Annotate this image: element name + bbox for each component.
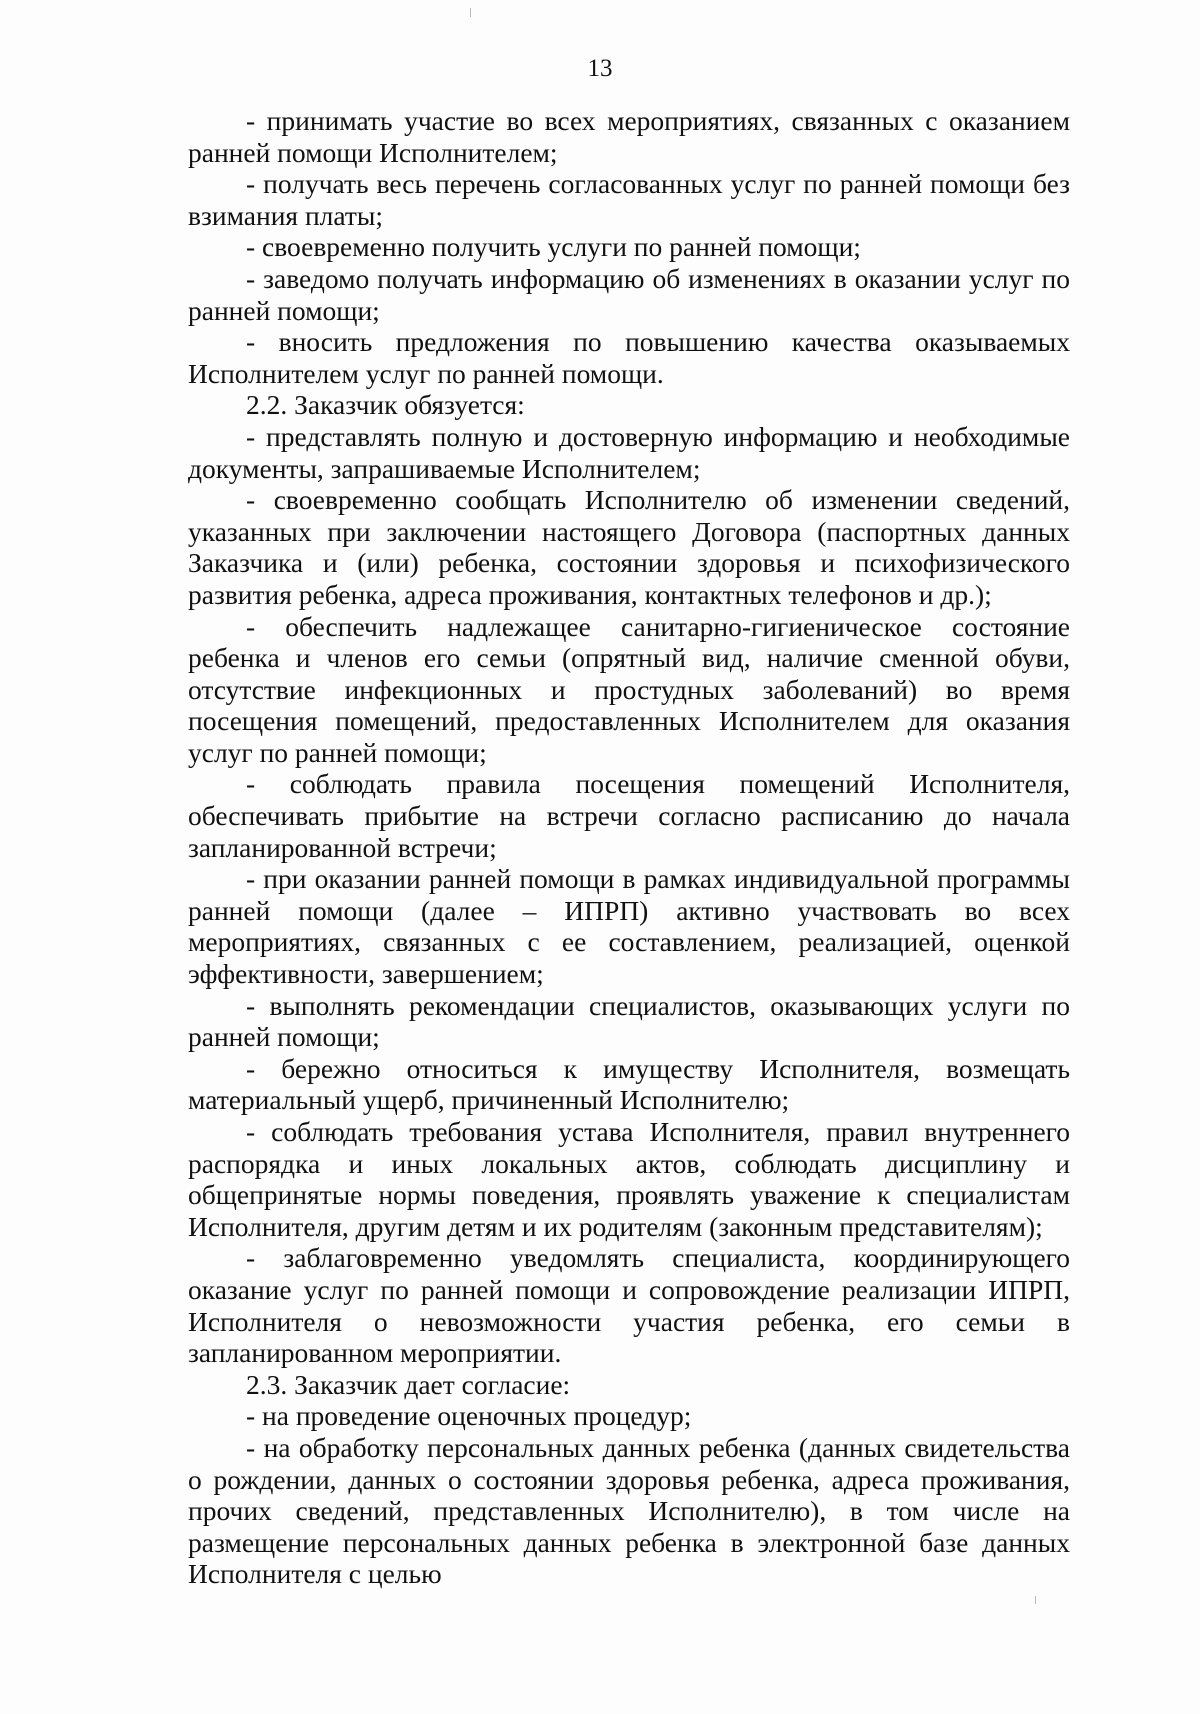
paragraph: - своевременно получить услуги по ранней помощи;	[246, 231, 861, 263]
paragraph: - выполнять рекомендации специалистов, оказывающих услуги по ранней помощи;	[188, 989, 1070, 1053]
section-heading: 2.2. Заказчик обязуется:	[246, 389, 525, 421]
paragraph: - на обработку персональных данных ребенка (данных свидетельства о рождении, данных о состоянии здоровья ребенка, адреса проживания, прочих сведений, представленных Исполнителю), в том числе на размещение персональных данных ребенка в электронной базе данных Исполнителя с целью	[188, 1431, 1070, 1590]
paragraph: - заведомо получать информацию об изменениях в оказании услуг по ранней помощи;	[188, 262, 1070, 326]
paragraph: - своевременно сообщать Исполнителю об изменении сведений, указанных при заключении настоящего Договора (паспортных данных Заказчика и (или) ребенка, состоянии здоровья и психофизического развития ребенка, адреса проживания, контактных телефонов и др.);	[188, 484, 1070, 610]
paragraph: - заблаговременно уведомлять специалиста, координирующего оказание услуг по ранней помощи и сопровождение реализации ИПРП, Исполнителя о невозможности участия ребенка, его семьи в запланированном мероприятии.	[188, 1242, 1070, 1369]
paragraph: - бережно относиться к имуществу Исполнителя, возмещать материальный ущерб, причиненный Исполнителю;	[188, 1052, 1070, 1116]
page-number: 13	[587, 55, 613, 82]
paragraph: - при оказании ранней помощи в рамках индивидуальной программы ранней помощи (далее – ИПРП) активно участвовать во всех мероприятиях, связанных с ее составлением, реализацией, оценкой эффективности, завершением;	[188, 863, 1070, 990]
document-body	[188, 105, 1070, 1590]
paragraph: - вносить предложения по повышению качества оказываемых Исполнителем услуг по ранней помощи.	[188, 326, 1070, 389]
paragraph: - принимать участие во всех мероприятиях, связанных с оказанием ранней помощи Исполнителем;	[188, 105, 1070, 168]
paragraph: - представлять полную и достоверную информацию и необходимые документы, запрашиваемые Исполнителем;	[188, 420, 1070, 484]
paragraph: - получать весь перечень согласованных услуг по ранней помощи без взимания платы;	[188, 168, 1070, 231]
paragraph: - соблюдать правила посещения помещений Исполнителя, обеспечивать прибытие на встречи согласно расписанию до начала запланированной встречи;	[188, 768, 1070, 863]
scan-artifact-right	[1035, 1596, 1036, 1604]
paragraph: - на проведение оценочных процедур;	[246, 1400, 692, 1432]
section-heading: 2.3. Заказчик дает согласие:	[246, 1368, 571, 1400]
paragraph: - обеспечить надлежащее санитарно-гигиеническое состояние ребенка и членов его семьи (опрятный вид, наличие сменной обуви, отсутствие инфекционных и простудных заболеваний) во время посещения помещений, предоставленных Исполнителем для оказания услуг по ранней помощи;	[188, 610, 1070, 768]
scan-artifact-top	[470, 8, 471, 17]
paragraph: - соблюдать требования устава Исполнителя, правил внутреннего распорядка и иных локальных актов, соблюдать дисциплину и общепринятые нормы поведения, проявлять уважение к специалистам Исполнителя, другим детям и их родителям (законным представителям);	[188, 1116, 1070, 1242]
